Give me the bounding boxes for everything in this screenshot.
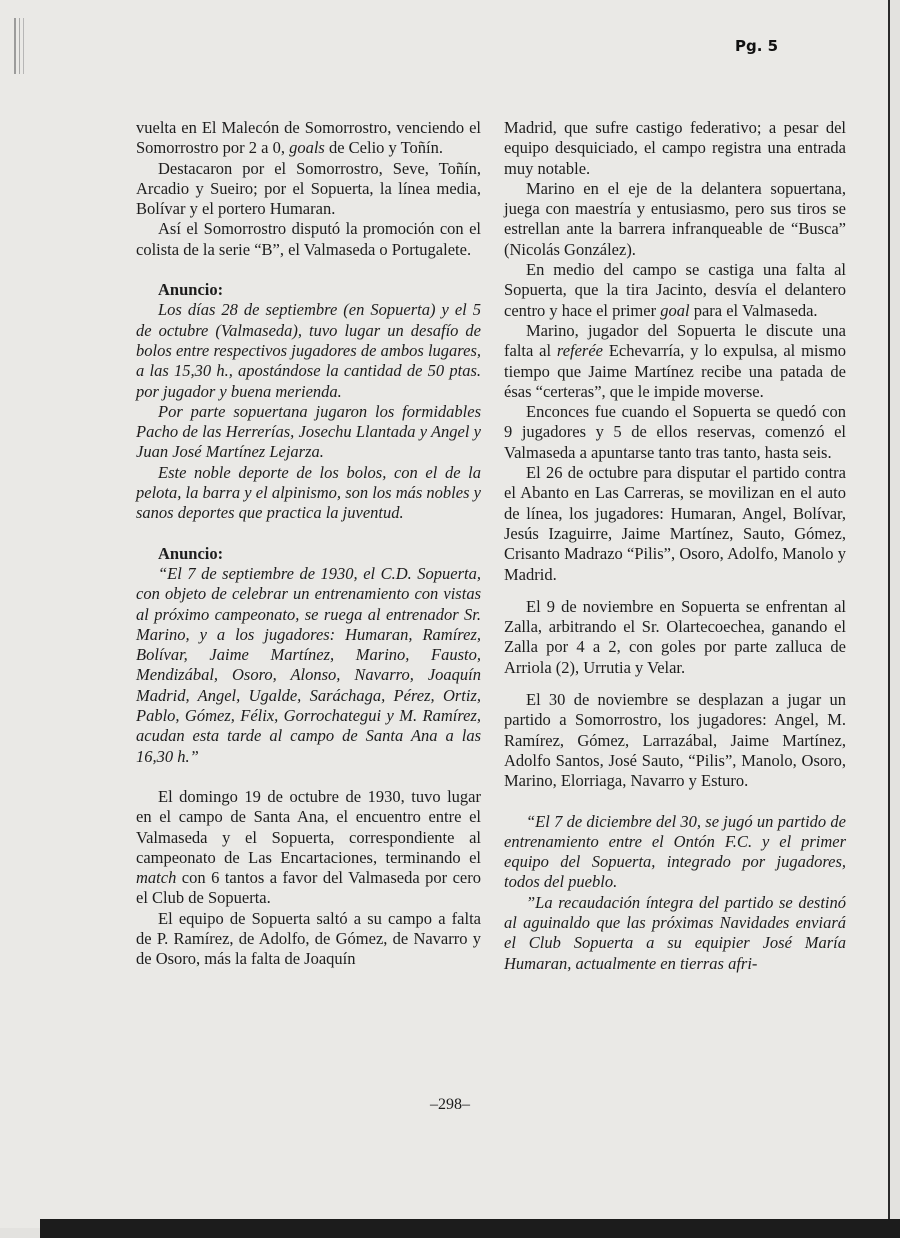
paragraph-26-octubre: El 26 de octubre para disputar el partido contra el Abanto en Las Carreras, se movilizan en el auto de línea, los jugadores: Humaran, Angel, Bolívar, Jesús Izaguirre, Jaime Martínez, Sauto, Gómez, Crisanto Madrazo “Pilis”, Osoro, Adolfo, Manolo y Madrid.: [504, 463, 846, 584]
paragraph-9-noviembre: El 9 de noviembre en Sopuerta se enfrentan al Zalla, arbitrando el Sr. Olartecoechea, ganando el Zalla por 4 a 2, con goles por parte zalluca de Arriola (2), Urrutia y Velar.: [504, 596, 846, 677]
paragraph-malecon: vuelta en El Malecón de Somorrostro, venciendo el Somorrostro por 2 a 0, goals de Celio y Toñín.: [136, 118, 481, 158]
anuncio-bolos-text: Los días 28 de septiembre (en Sopuerta) y el 5 de octubre (Valmaseda), tuvo lugar un desafío de bolos entre respectivos jugadores de ambos lugares, a las 15,30 h., apostándose la cantidad de 50 ptas. por jugador y buena merienda.: [136, 300, 481, 401]
paragraph-marino-eje: Marino en el eje de la delantera sopuertana, juega con maestría y entusiasmo, pero sus tiros se estrellan ante la barrera infranqueable de “Busca” (Nicolás González).: [504, 178, 846, 259]
anuncio-entrenamiento: “El 7 de septiembre de 1930, el C.D. Sopuerta, con objeto de celebrar un entrenamiento con vistas al próximo campeonato, se ruega al entrenador Sr. Marino, y a los jugadores: Humaran, Ramírez, Bolívar, Jaime Martínez, Marino, Fausto, Mendizábal, Osoro, Alonso, Navarro, Joaquín Madrid, Angel, Ugalde, Saráchaga, Pérez, Ortiz, Pablo, Gómez, Félix, Gorrochategui y M. Ramírez, acudan esta tarde al campo de Santa Ana a las 16,30 h.”: [136, 563, 481, 766]
page-number: –298–: [430, 1096, 470, 1113]
heading-anuncio-1: Anuncio:: [158, 280, 224, 300]
heading-anuncio-2: Anuncio:: [158, 543, 224, 563]
paragraph-equipo-sopuerta: El equipo de Sopuerta saltó a su campo a falta de P. Ramírez, de Adolfo, de Gómez, de Navarro y de Osoro, más la falta de Joaquín: [136, 908, 481, 969]
paragraph-19-octubre: El domingo 19 de octubre de 1930, tuvo lugar en el campo de Santa Ana, el encuentro entre el Valmaseda y el Sopuerta, correspondiente al campeonato de Las Encartaciones, terminando el match con 6 tantos a favor del Valmaseda por cero el Club de Sopuerta.: [136, 786, 481, 908]
paragraph-falta-jacinto: En medio del campo se castiga una falta al Sopuerta, que la tira Jacinto, desvía el delantero centro y hace el primer goal para el Valmaseda.: [504, 260, 846, 320]
paragraph-madrid: Madrid, que sufre castigo federativo; a pesar del equipo desquiciado, el campo registra una entrada muy notable.: [504, 118, 846, 178]
page-label: Pg. 5: [735, 37, 779, 55]
scanner-shadow-band: [40, 1219, 900, 1238]
quote-7-diciembre: “El 7 de diciembre del 30, se jugó un partido de entrenamiento entre el Ontón F.C. y el primer equipo del Sopuerta, integrado por jugadores, todos del pueblo.: [504, 811, 846, 892]
paragraph-destacaron: Destacaron por el Somorrostro, Seve, Toñín, Arcadio y Sueiro; por el Sopuerta, la línea media, Bolívar y el portero Humaran.: [136, 158, 481, 219]
left-column: [136, 118, 481, 970]
anuncio-bolos-closing: Este noble deporte de los bolos, con el de la pelota, la barra y el alpinismo, son los más nobles y sanos deportes que practica la juventud.: [136, 462, 481, 523]
paragraph-referee: Marino, jugador del Sopuerta le discute una falta al referée Echevarría, y lo expulsa, al mismo tiempo que Jaime Martínez recibe una patada de ésas “certeras”, que le impide moverse.: [504, 320, 847, 401]
anuncio-bolos-players: Por parte sopuertana jugaron los formidables Pacho de las Herrerías, Josechu Llantada y Angel y Juan José Martínez Lejarza.: [136, 401, 481, 462]
paragraph-promocion: Así el Somorrostro disputó la promoción con el colista de la serie “B”, el Valmaseda o Portugalete.: [136, 219, 481, 259]
quote-recaudacion: ”La recaudación íntegra del partido se destinó al aguinaldo que las próximas Navidades enviará el Club Sopuerta a su equipier José María Humaran, actualmente en tierras afri-: [504, 892, 846, 973]
binding-edge-mark: [14, 18, 32, 74]
paragraph-30-noviembre: El 30 de noviembre se desplazan a jugar un partido a Somorrostro, los jugadores: Angel, M. Ramírez, Gómez, Larrazábal, Jaime Martínez, Adolfo Santos, José Sauto, “Pilis”, Manolo, Osoro, Marino, Elorriaga, Navarro y Esturo.: [504, 690, 846, 791]
paragraph-nueve-jugadores: Enconces fue cuando el Sopuerta se quedó con 9 jugadores y 5 de ellos reservas, comenzó el Valmaseda a apuntarse tanto tras tanto, hasta seis.: [504, 402, 846, 462]
right-column: [504, 118, 846, 974]
